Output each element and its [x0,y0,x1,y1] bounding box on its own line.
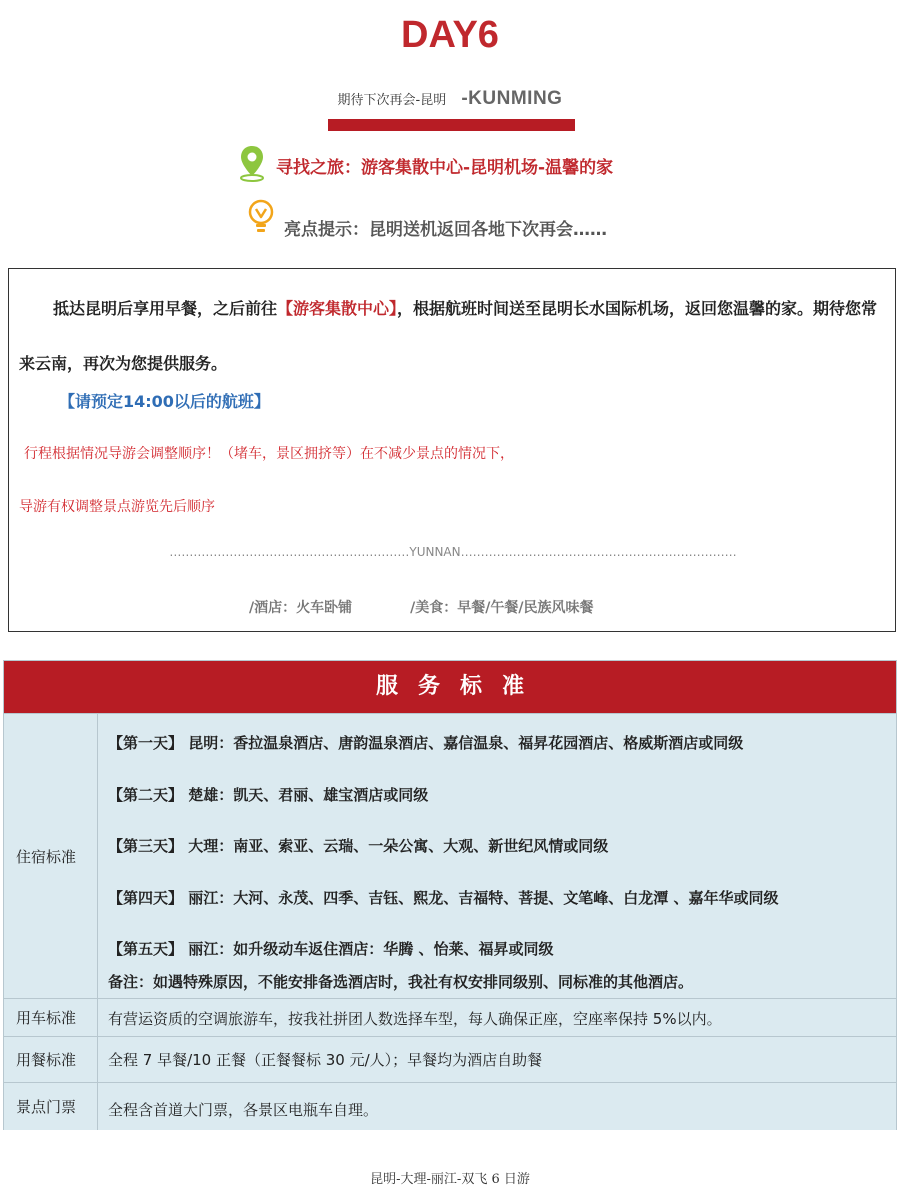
paragraph-text-start: 抵达昆明后享用早餐，之后前往 [53,299,278,318]
itinerary-paragraph [19,281,889,391]
hotel-line-day1: 【第一天】 昆明：香拉温泉酒店、唐韵温泉酒店、嘉信温泉、福昇花园酒店、格威斯酒店或同级 [108,734,744,752]
hotel-line-day2: 【第二天】 楚雄：凯天、君丽、雄宝酒店或同级 [108,786,429,804]
paragraph-highlight: 【游客集散中心】 [277,299,398,318]
lightbulb-icon [246,198,276,242]
subtitle-english: -KUNMING [461,88,563,109]
meal-content [108,1037,888,1082]
ticket-row [4,1082,896,1130]
route-row [238,145,613,185]
yunnan-divider: ……………………………………………………YUNNAN…………………………………………………………… [169,545,737,559]
hotel-line-day4: 【第四天】 丽江：大河、永茂、四季、吉钰、熙龙、吉福特、菩提、文笔峰、白龙潭 、嘉年华或同级 [108,889,779,907]
footer-title: 昆明-大理-丽江-双飞 6 日游 [370,1172,530,1187]
paragraph-text-end: ，根据航班时间送至昆明长水国际机场，返回您温馨的家。期待您常来云南，再次为您提供服务。 [19,299,878,373]
subtitle-row [0,88,900,110]
tip-row [246,190,607,242]
accommodation-content [108,714,888,998]
day-title: DAY6 [401,14,499,56]
hotel-line-day3: 【第三天】 大理：南亚、索亚、云瑞、一朵公寓、大观、新世纪风情或同级 [108,837,609,855]
flight-note: 【请预定14:00以后的航班】 [59,392,270,411]
ticket-label: 景点门票 [4,1083,98,1130]
ticket-text: 全程含首道大门票，各景区电瓶车自理。 [108,1101,379,1119]
hotel-info: /酒店：火车卧铺 [249,600,353,616]
service-table-header: 服务标准 [4,661,896,713]
meal-info: /美食：早餐/午餐/民族风味餐 [410,600,594,616]
accommodation-row [4,713,896,998]
vehicle-label: 用车标准 [4,999,98,1036]
vehicle-text: 有营运资质的空调旅游车，按我社拼团人数选择车型，每人确保正座，空座率保持 5%以内。 [108,1010,722,1028]
accommodation-remark: 备注：如遇特殊原因，不能安排备选酒店时，我社有权安排同级别、同标准的其他酒店。 [108,973,694,991]
accommodation-label: 住宿标准 [4,714,98,998]
meal-text: 全程 7 早餐/10 正餐（正餐餐标 30 元/人）；早餐均为酒店自助餐 [108,1051,543,1069]
meal-label: 用餐标准 [4,1037,98,1082]
map-pin-icon [238,144,266,186]
route-text: 寻找之旅：游客集散中心-昆明机场-温馨的家 [276,157,614,178]
itinerary-description-box [8,268,896,632]
notice-line-2: 导游有权调整景点游览先后顺序 [19,499,215,515]
ticket-content [108,1083,888,1130]
subtitle-chinese: 期待下次再会-昆明 [337,93,447,108]
notice-line-1: 行程根据情况导游会调整顺序！（堵车，景区拥挤等）在不减少景点的情况下， [24,446,514,462]
title-underline-bar [328,119,575,131]
vehicle-content [108,999,888,1036]
hotel-line-day5: 【第五天】 丽江：如升级动车返住酒店：华腾 、怡莱、福昇或同级 [108,940,554,958]
tip-text: 亮点提示：昆明送机返回各地下次再会…… [284,220,607,240]
service-standards-table [3,660,897,1130]
meal-row [4,1036,896,1082]
hotel-food-row [249,597,593,617]
vehicle-row [4,998,896,1036]
